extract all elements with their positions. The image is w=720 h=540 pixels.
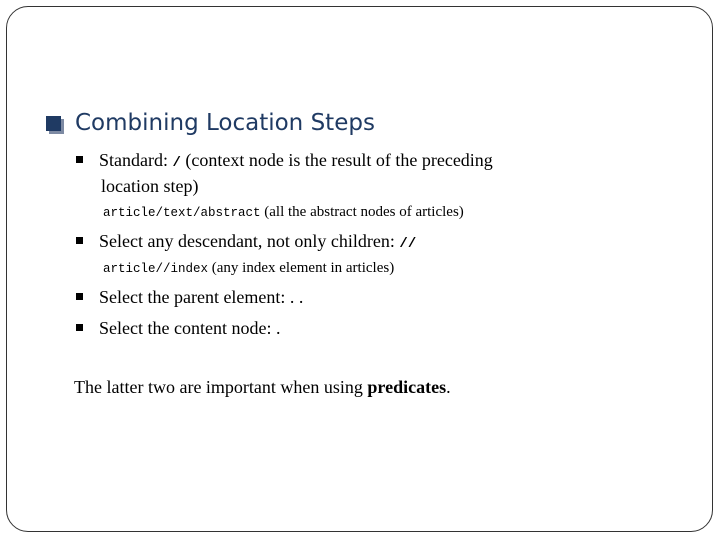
bullet-content-node [76,318,280,339]
square-bullet-icon [76,237,83,244]
square-bullet-icon [76,293,83,300]
example-descendant-code: article//index [103,262,209,276]
closing-text-after: . [446,377,451,397]
closing-sentence [74,377,451,398]
example-descendant-text: (any index element in articles) [208,260,395,276]
example-standard [103,204,464,221]
bullet-content-node-text: Select the content node: . [99,318,281,338]
square-bullet-icon [76,156,83,163]
bullet-parent [76,287,303,308]
bullet-standard-continuation: location step) [101,176,199,196]
bullet-standard-code: / [172,155,181,171]
bullet-descendant-code: // [399,236,417,252]
slide-title [46,110,375,136]
bullet-descendant [76,231,416,252]
checkbox-bullet-icon [46,116,61,131]
example-standard-code: article/text/abstract [103,206,261,220]
example-standard-text: (all the abstract nodes of articles) [260,204,464,220]
bullet-descendant-text: Select any descendant, not only children: [99,231,400,251]
bullet-parent-text: Select the parent element: . . [99,287,304,307]
slide-title-text: Combining Location Steps [75,110,375,136]
bullet-standard [76,150,493,171]
bullet-standard-text-after: (context node is the result of the preceding [180,150,493,170]
closing-text-before: The latter two are important when using [74,377,368,397]
bullet-standard-text-before: Standard: [99,150,173,170]
square-bullet-icon [76,324,83,331]
closing-bold-term: predicates [367,377,447,397]
example-descendant [103,260,394,277]
